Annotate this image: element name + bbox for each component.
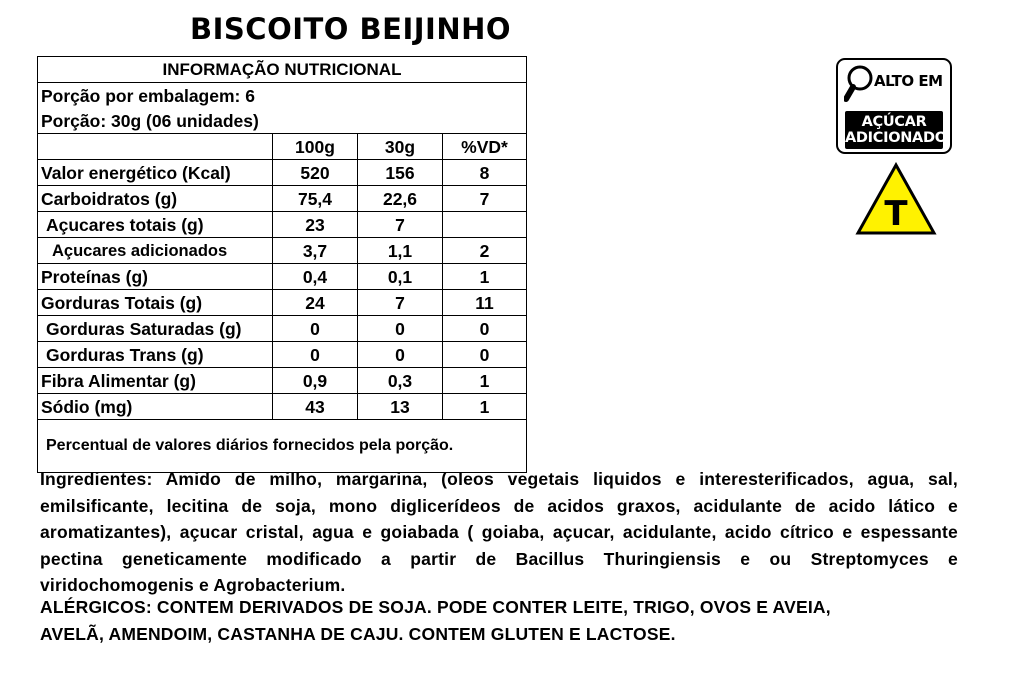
row-label: Gorduras Saturadas (g) <box>38 316 273 342</box>
value-vd: 1 <box>443 368 527 394</box>
value-30g: 7 <box>358 212 443 238</box>
row-label: Valor energético (Kcal) <box>38 160 273 186</box>
table-row <box>38 264 527 290</box>
nutrition-facts-table <box>37 56 527 473</box>
value-100g: 0 <box>273 342 358 368</box>
value-vd: 11 <box>443 290 527 316</box>
badge-nutrient-box <box>845 111 947 149</box>
table-row <box>38 316 527 342</box>
row-label: Gorduras Totais (g) <box>38 290 273 316</box>
row-label: Fibra Alimentar (g) <box>38 368 273 394</box>
badge-top-label: ALTO EM <box>874 72 943 90</box>
table-footnote: Percentual de valores diários fornecidos pela porção. <box>38 420 527 473</box>
value-30g: 0,1 <box>358 264 443 290</box>
row-label: Açucares totais (g) <box>38 212 273 238</box>
serving-size: Porção: 30g (06 unidades) <box>38 108 527 134</box>
value-vd: 1 <box>443 264 527 290</box>
badge-nutrient-line-2: ADICIONADO <box>845 130 947 146</box>
table-row <box>38 394 527 420</box>
value-100g: 24 <box>273 290 358 316</box>
value-vd: 8 <box>443 160 527 186</box>
value-100g: 75,4 <box>273 186 358 212</box>
allergens-line-1: ALÉRGICOS: CONTEM DERIVADOS DE SOJA. PODE CONTER LEITE, TRIGO, OVOS E AVEIA, <box>40 597 831 617</box>
value-100g: 520 <box>273 160 358 186</box>
column-header-row <box>38 134 527 160</box>
value-vd: 7 <box>443 186 527 212</box>
value-100g: 43 <box>273 394 358 420</box>
high-in-added-sugar-badge <box>836 58 952 154</box>
column-header-30g: 30g <box>358 134 443 160</box>
table-row <box>38 186 527 212</box>
table-row <box>38 342 527 368</box>
value-100g: 23 <box>273 212 358 238</box>
product-title: BISCOITO BEIJINHO <box>190 12 512 46</box>
row-label: Sódio (mg) <box>38 394 273 420</box>
ingredients-text: Ingredientes: Amido de milho, margarina, (oleos vegetais liquidos e interesterificados, agua, sal, emilsificante, lecitina de soja, mono diglicerídeos de acidos graxos, acidulante de acido lático e aromatizantes), açucar cristal, agua e goiabada ( goiaba, açucar, acidulante, acido cítrico e espessante pectina geneticamente modificado a partir de Bacillus Thuringiensis e ou Streptomyces e viridochomogenis e Agrobacterium. <box>40 469 958 595</box>
row-label: Carboidratos (g) <box>38 186 273 212</box>
transgenic-letter: T <box>884 194 908 234</box>
column-header-vd: %VD* <box>443 134 527 160</box>
value-100g: 0 <box>273 316 358 342</box>
allergens-line-2: AVELÃ, AMENDOIM, CASTANHA DE CAJU. CONTEM GLUTEN E LACTOSE. <box>40 623 676 644</box>
row-label: Proteínas (g) <box>38 264 273 290</box>
row-label: Açucares adicionados <box>38 238 273 264</box>
servings-per-package: Porção por embalagem: 6 <box>38 83 527 109</box>
value-30g: 13 <box>358 394 443 420</box>
value-100g: 3,7 <box>273 238 358 264</box>
value-30g: 7 <box>358 290 443 316</box>
row-label: Gorduras Trans (g) <box>38 342 273 368</box>
value-vd: 2 <box>443 238 527 264</box>
table-row <box>38 238 527 264</box>
transgenic-triangle-icon <box>855 162 937 236</box>
value-30g: 0 <box>358 342 443 368</box>
value-30g: 156 <box>358 160 443 186</box>
table-row <box>38 290 527 316</box>
column-header-100g: 100g <box>273 134 358 160</box>
value-30g: 0 <box>358 316 443 342</box>
value-vd: 0 <box>443 316 527 342</box>
badge-nutrient-line-1: AÇÚCAR <box>861 114 927 130</box>
value-vd: 1 <box>443 394 527 420</box>
value-100g: 0,4 <box>273 264 358 290</box>
value-30g: 0,3 <box>358 368 443 394</box>
table-header: INFORMAÇÃO NUTRICIONAL <box>38 57 527 83</box>
table-row <box>38 368 527 394</box>
table-row <box>38 160 527 186</box>
magnifier-icon <box>844 64 878 104</box>
value-30g: 1,1 <box>358 238 443 264</box>
value-vd: 0 <box>443 342 527 368</box>
allergens-warning <box>40 594 940 647</box>
value-100g: 0,9 <box>273 368 358 394</box>
value-30g: 22,6 <box>358 186 443 212</box>
value-vd <box>443 212 527 238</box>
table-row <box>38 212 527 238</box>
